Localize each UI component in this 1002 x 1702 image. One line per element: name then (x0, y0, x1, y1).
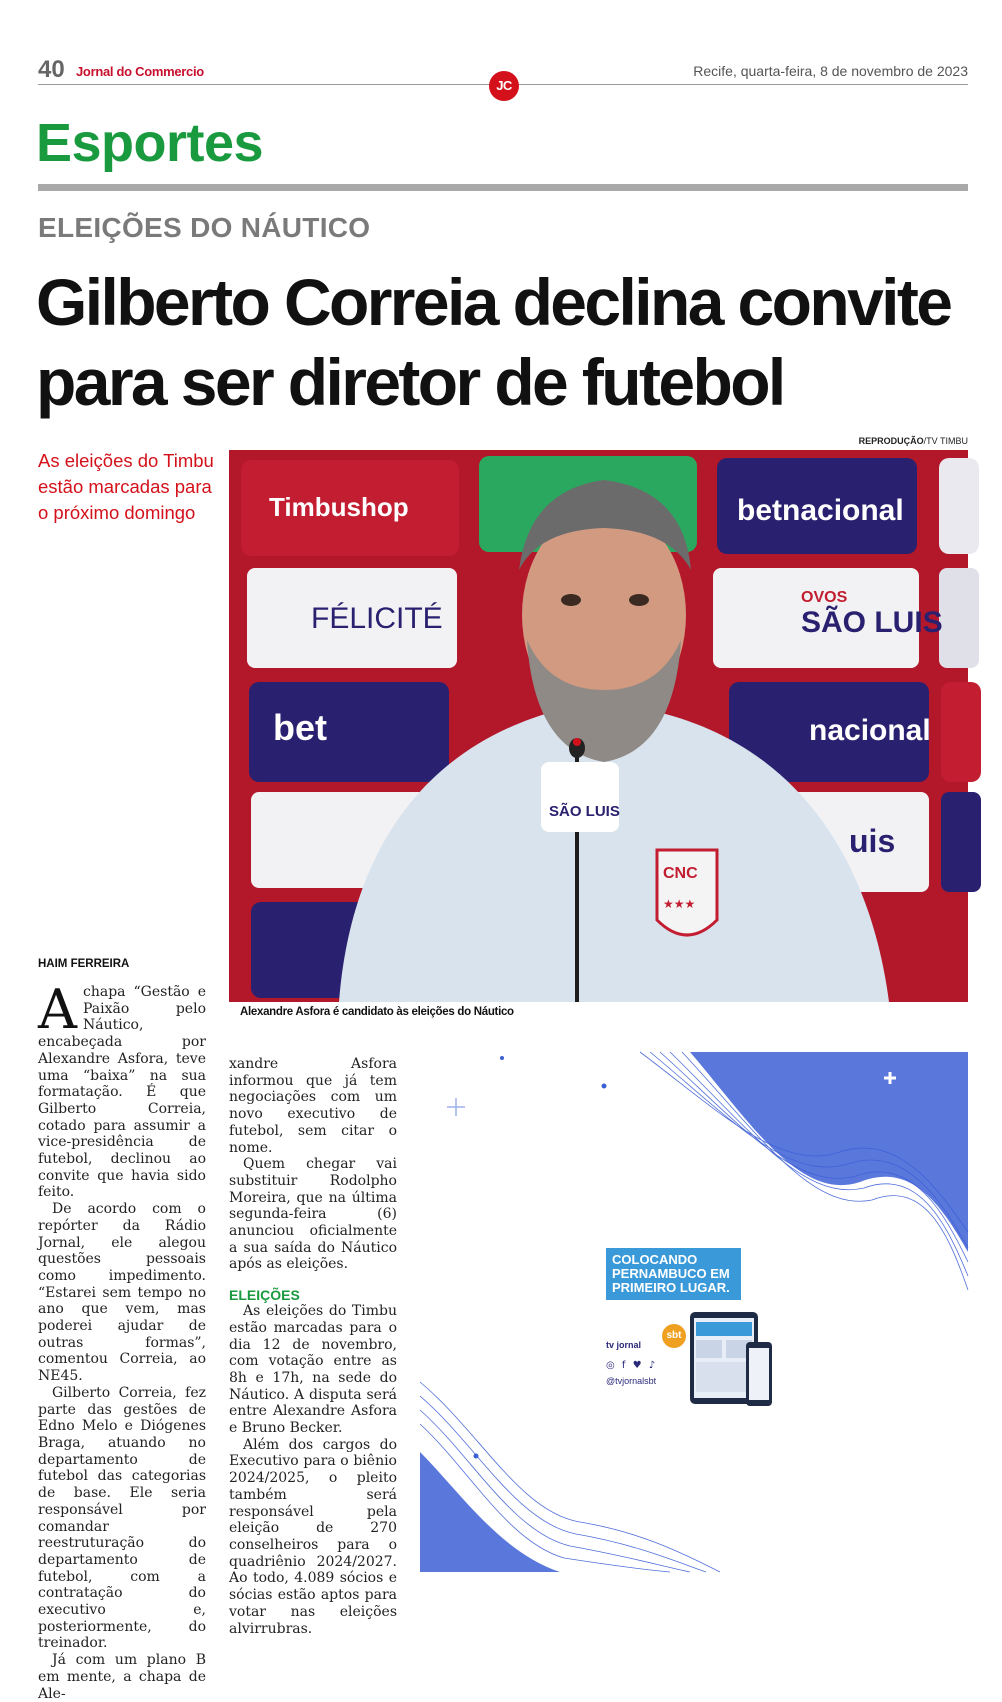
backdrop-logo-felicite: FÉLICITÉ (311, 602, 443, 635)
mic-label: SÃO LUIS (549, 803, 620, 820)
headline-line-2: para ser diretor de futebol (36, 345, 784, 419)
sbt-logo: sbt (662, 1324, 686, 1348)
backdrop-logo-sao-luis: SÃO LUIS (801, 606, 943, 639)
backdrop-logo-nacional: nacional (809, 714, 931, 747)
paragraph-7: Além dos cargos do Executivo para o biênio 2024/2025, o pleito também será responsável pela eleição de 270 conselheiros para o quadriênio 2024/2027. Ao todo, 4.089 sócios e sócias estão aptos para votar nas eleições alvirrubras. (229, 1436, 397, 1637)
newspaper-name: Jornal do Commercio (76, 64, 204, 79)
press-conference-illustration (229, 450, 968, 1002)
backdrop-logo-bet: bet (273, 707, 327, 748)
article-subtitle: ELEIÇÕES (229, 1287, 300, 1304)
social-handle: @tvjornalsbt (606, 1376, 657, 1386)
backdrop-logo-ovos: OVOS (801, 589, 848, 606)
ad-headline: COLOCANDO PERNAMBUCO EM PRIMEIRO LUGAR. (606, 1248, 741, 1300)
backdrop-logo-timbushop: Timbushop (269, 492, 409, 522)
paragraph-3: Gilberto Correia, fez parte das gestões de Edno Melo e Diógenes Braga, atuando no departamento de futebol das categorias de base. Ele seria responsável por comandar reestruturação do departamento de futebol, com a contratação do executivo e, posteriormente, do treinador. (38, 1384, 206, 1652)
photo-credit: REPRODUÇÃO/TV TIMBU (858, 436, 968, 446)
byline: HAIM FERREIRA (38, 958, 130, 970)
social-icons: ◎ f ♥ ♪ (606, 1360, 658, 1371)
paragraph-5: Quem chegar vai substituir Rodolpho Moreira, que na última segunda-feira (6) anunciou oficialmente a sua saída do Náutico após as eleições. (229, 1156, 397, 1273)
article-photo (229, 450, 968, 1002)
paragraph-2: De acordo com o repórter da Rádio Jornal, ele alegou questões pessoais como impedimento. “Estarei sem tempo no ano que vem, mas poderei ajudar de outras formas”, comentou Correia, ao NE45. (38, 1201, 206, 1385)
article-headline (36, 262, 976, 422)
page-number: 40 (38, 56, 65, 83)
paragraph-4: Já com um plano B em mente, a chapa de Ale- (38, 1652, 206, 1702)
section-rule (38, 184, 968, 191)
article-column-1 (38, 978, 206, 1702)
headline-line-1: Gilberto Correia declina convite (36, 265, 951, 339)
tv-jornal-logo: tv jornal (606, 1340, 642, 1350)
paragraph-1: Achapa “Gestão e Paixão pelo Náutico, encabeçada por Alexandre Asfora, teve uma “baixa” na sua formatação. É que Gilberto Correia, cotado para assumir a vice-presidência de futebol, declinou ao convite que havia sido feito. (38, 978, 206, 1201)
advertisement[interactable] (420, 1052, 968, 1572)
shirt-crest: CNC (663, 865, 698, 882)
jc-logo: JC (489, 71, 519, 101)
photo-caption: Alexandre Asfora é candidato às eleições do Náutico (240, 1006, 514, 1018)
article-column-2 (229, 1056, 397, 1637)
backdrop-logo-betnacional: betnacional (737, 494, 904, 527)
article-kicker: ELEIÇÕES DO NÁUTICO (38, 212, 371, 243)
backdrop-logo-uis: uis (849, 823, 896, 859)
ad-content (606, 1248, 741, 1386)
date-line: Recife, quarta-feira, 8 de novembro de 2023 (693, 63, 968, 79)
svg-text:★★★: ★★★ (663, 897, 696, 911)
article-subhead: As eleições do Timbu estão marcadas para o próximo domingo (38, 450, 214, 523)
paragraph-4-continued: xandre Asfora informou que já tem negociações com um novo executivo de futebol, sem citar o nome. (229, 1056, 397, 1156)
drop-cap: A (38, 978, 77, 1041)
section-title: Esportes (36, 113, 264, 173)
paragraph-6: As eleições do Timbu estão marcadas para o dia 12 de novembro, com votação entre as 8h e 17h, na sede do Náutico. A disputa será entre Alexandre Asfora e Bruno Becker. (229, 1303, 397, 1437)
ad-wave-graphic (420, 1052, 968, 1572)
